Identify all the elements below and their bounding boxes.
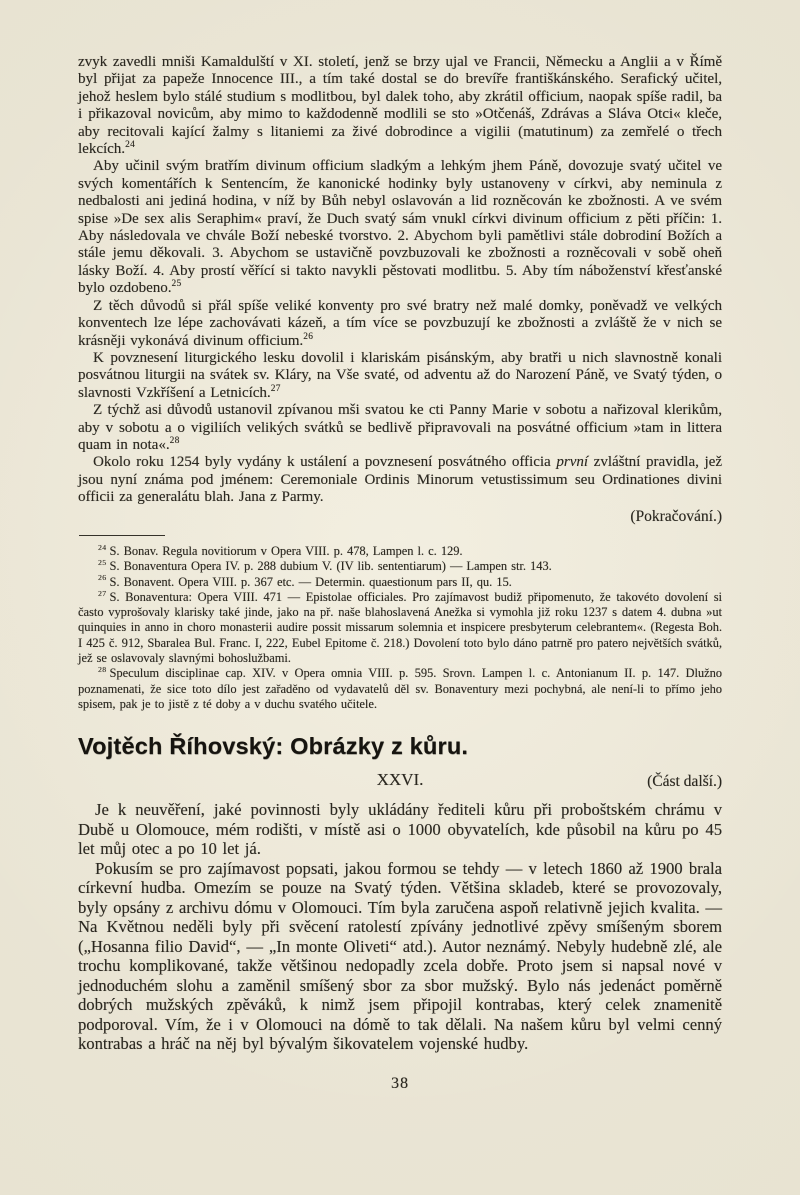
footnote: $^{26}$ S. Bonavent. Opera VIII. p. 367 etc. — Determin. quaestionum pars II, qu. 15. <box>98 573 512 589</box>
article-paragraph: Pokusím se pro zajímavost popsati, jakou formou se tehdy — v letech 1860 až 1900 brala církevní hudba. Omezím se pouze na Svatý týden. Většina skladeb, které se provozovaly, byly opsány z archivu dómu v Olomouci. Tím byla zaručena aspoň relativně jejich kvalita. — Na Květnou neděli byly při svěcení ratolestí zpívány jednotlivé zpěvy smíšeným sborem („Hosanna filio David“, — „In monte Oliveti“ atd.). Autor neznámý. Nebyly hudebně zlé, ale trochu komplikované, takže většinou nedopadly zcela dobře. Proto jsem si napsal nové v jednoduchém slohu a zaměnil smíšený sbor za sbor mužský. Bylo nás jedenáct poměrně dobrých mužských zpěváků, k nimž jsem připojil kontrabas, který celek znamenitě podporoval. Vím, že i v Olomouci na dómě to tak dělali. Na našem kůru byl velmi cenný kontrabas a hráč na něj byl bývalým šikovatelem vojenské hudby. <box>78 858 722 1054</box>
article-paragraph: Je k neuvěření, jaké povinnosti byly ukládány řediteli kůru při proboštském chrámu v Dubě u Olomouce, mém rodišti, v místě asi o 1000 obyvatelích, kde působil na kůru po 45 let můj otec a po 10 let já. <box>78 800 722 859</box>
footnote: $^{24}$ S. Bonav. Regula novitiorum v Opera VIII. p. 478, Lampen l. c. 129. <box>98 542 463 558</box>
part-note: (Část další.) <box>647 772 722 790</box>
footnote: $^{25}$ S. Bonaventura Opera IV. p. 288 dubium V. (IV lib. sententiarum) — Lampen str. 143. <box>98 558 552 574</box>
body-paragraph: zvyk zavedli mniši Kamaldulští v XI. století, jenž se brzy ujal ve Francii, Německu a Anglii a v Římě byl přijat za papeže Innocence III., a tím také dostal se do brevíře františkánského. Serafický učitel, jehož heslem bylo stálé studium s modlitbou, byl dalek toho, aby zkrátil officium, naopak spíše radil, ba i přikazoval novicům, aby mimo to každodenně modlili se sto »Otčenáš, Zdrávas a Sláva Otci« kleče, aby recitovali kající žalmy s litaniemi za živé dobrodince a vigilii (matutinum) za zemřelé o třech lekcích.$^{24}$ <box>78 54 722 158</box>
body-paragraph: K povznesení liturgického lesku dovolil i klariskám pisánským, aby bratři u nich slavnostně konali posvátnou liturgii na svátek sv. Kláry, na Vše svaté, od adventu až do Narození Páně, ve Svatý týden, o slavnosti Vzkříšení a Letnicích.$^{27}$ <box>78 349 722 401</box>
article-paragraphs <box>78 800 722 1054</box>
footnote-separator <box>79 535 165 536</box>
footnotes-block <box>78 544 722 712</box>
fragment-paragraphs <box>78 54 722 507</box>
article-title: Vojtěch Říhovský: Obrázky z kůru. <box>78 733 469 760</box>
body-paragraph: Z týchž asi důvodů ustanovil zpívanou mši svatou ke cti Panny Marie v sobotu a nařizoval klerikům, aby v sobotu a o vigiliích velikých svátků se bedlivě připravovali na posvátné officium »tam in littera quam in nota«.$^{28}$ <box>78 402 722 453</box>
body-paragraph: Aby učinil svým bratřím divinum officium sladkým a lehkým jhem Páně, dovozuje svatý učitel ve svých komentářích k Sentencím, že kanonické hodinky byly ustanoveny v církvi, aby neminula z nedbalosti ani jediná hodina, v níž by Bůh nebyl oslavován a lid rozněcován ke zbožnosti. A ve svém spise »De sex alis Seraphim« praví, že Duch svatý sám vnukl církvi divinum officium z pěti příčin: 1. Aby následovala ve chvále Boží nebeské tvorstvo. 2. Abychom byli pamětlivi stále dobrodiní Božích a stále jemu děkovali. 3. Abychom se ustavičně povzbuzovali ke zbožnosti a rozněcovali v sobě oheň lásky Boží. 4. Aby prostí věřící si takto navykli pěstovati modlitbu. 5. Aby tím náboženství křesťanské bylo ozdobeno.$^{25}$ <box>78 158 722 297</box>
footnote: $^{27}$ S. Bonaventura: Opera VIII. 471 — Epistolae officiales. Pro zajímavost budiž připomenuto, že takovéto dovolení si často vyprošovaly klarisky také jinde, jako na př. naše blahoslavená Anežka si vymohla již roku 1237 s datem 4. dubna »ut quinquies in anno in choro monasterii audire possit missarum solemnia et inspicere presbyterum celebrantem«. (Regesta Boh. I 425 č. 912, Sbaralea Bul. Franc. I, 222, Eubel Epitome č. 218.) Dovolení toto bylo dáno patrně pro patero největších svátků, jež se oslavovaly slavnými bohoslužbami. <box>78 588 722 666</box>
page-number: 38 <box>391 1074 409 1092</box>
footnote: $^{28}$ Speculum disciplinae cap. XIV. v Opera omnia VIII. p. 595. Srovn. Lampen l. c. Antonianum II. p. 147. Dlužno poznamenati, že sice toto dílo jest zařaděno od vydavatelů děl sv. Bonaventury mezi pochybná, ale není-li to přímo jeho spisem, pak je to jistě z té doby a v duchu svatého učitele. <box>78 665 722 711</box>
continuation-note: (Pokračování.) <box>630 507 722 525</box>
body-paragraph: Z těch důvodů si přál spíše veliké konventy pro své bratry než malé domky, poněvadž ve velkých konventech lze lépe zachovávati kázeň, a tím více se povzbuzují ke zbožnosti a zvláště že v nich se krásněji vykonává divinum officium.$^{26}$ <box>78 297 722 349</box>
body-paragraph: Okolo roku 1254 byly vydány k ustálení a povznesení posvátného officia první zvláštní pravidla, jež jsou nyní známa pod jménem: Ceremoniale Ordinis Minorum vetustissimum seu Ordinationes divini officii za generalátu blah. Jana z Parmy. <box>78 454 722 506</box>
chapter-number: XXVI. <box>376 770 424 790</box>
chapter-heading-row <box>78 769 722 791</box>
